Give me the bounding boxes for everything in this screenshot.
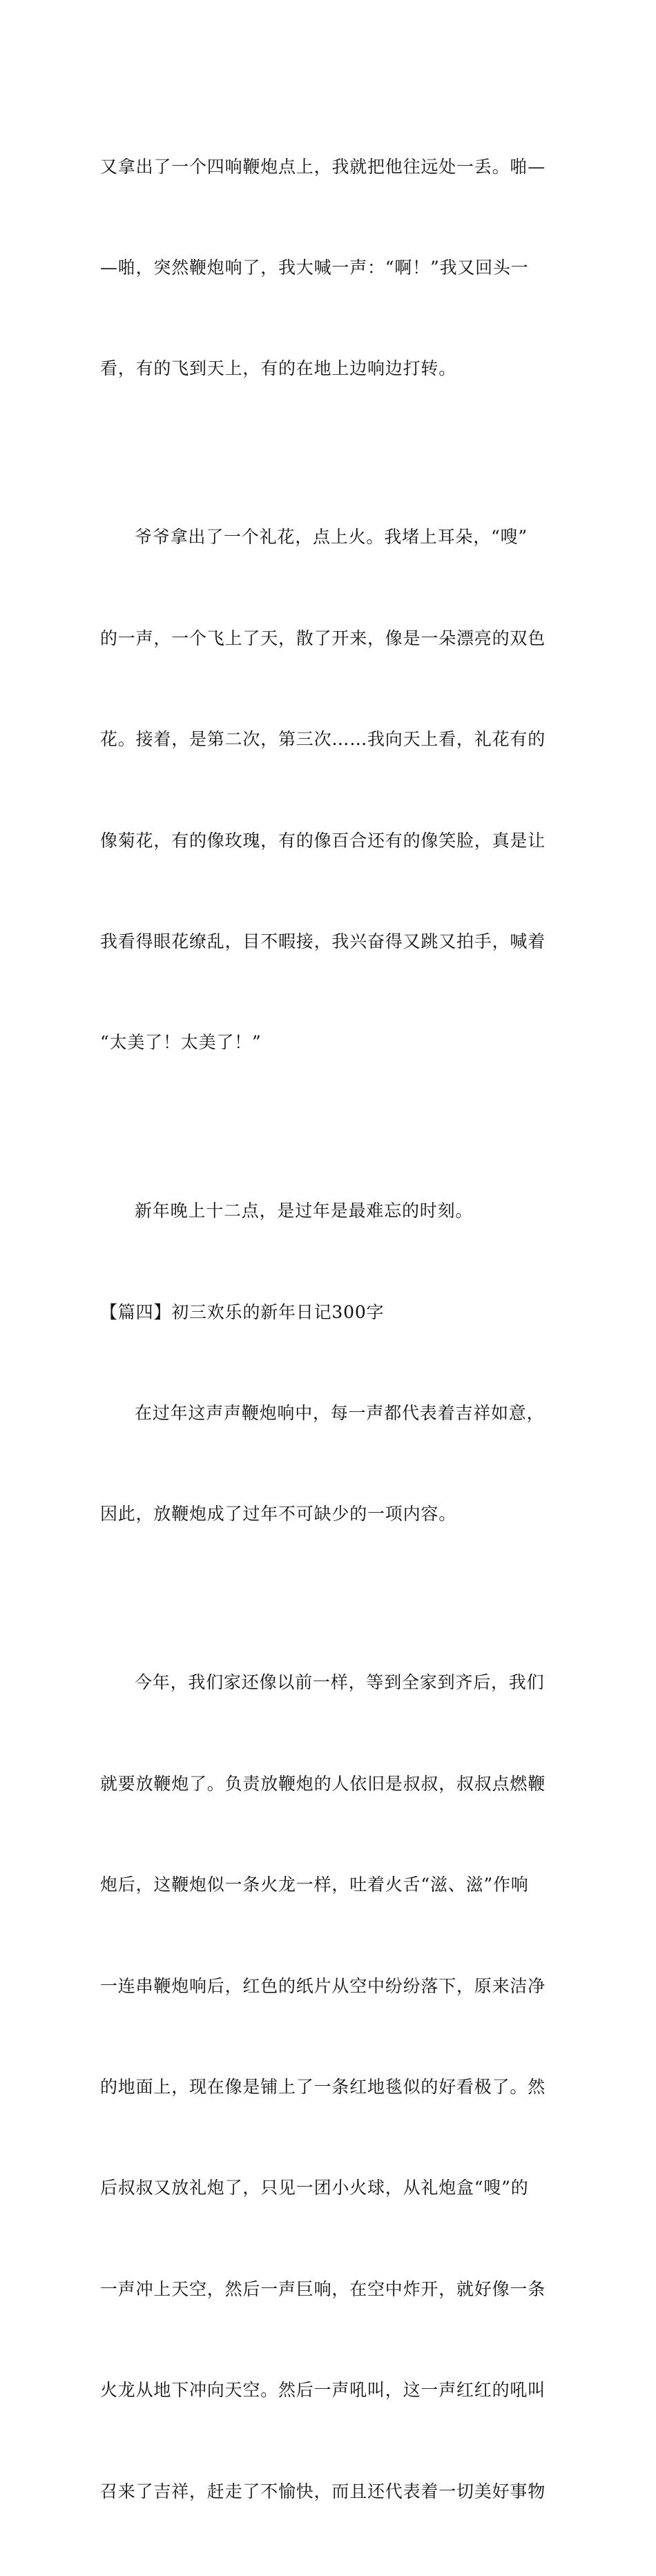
paragraph-firecracker-throw — [100, 83, 557, 454]
text-line: 一连串鞭炮响后，红色的纸片从空中纷纷落下，原来洁净 — [100, 1975, 546, 1996]
text-line: 今年，我们家还像以前一样，等到全家到齐后，我们 — [135, 1672, 545, 1693]
text-line: 又拿出了一个四响鞭炮点上，我就把他往远处一丢。啪— — [100, 156, 546, 177]
text-line: 的一声，一个飞上了天，散了开来，像是一朵漂亮的双色 — [100, 628, 546, 648]
text-line: 在过年这声声鞭炮响中，每一声都代表着吉祥如意， — [135, 1403, 545, 1424]
text-line: “太美了！太美了！” — [100, 1032, 262, 1053]
text-line: 的地面上，现在像是铺上了一条红地毯似的好看极了。然 — [100, 2077, 546, 2098]
text-line: 就要放鞭炮了。负责放鞭炮的人依旧是叔叔，叔叔点燃鞭 — [100, 1773, 546, 1794]
paragraph-firecracker-meaning — [100, 1329, 557, 1598]
document-body — [100, 83, 557, 2576]
paragraph-family-firecrackers — [100, 1599, 557, 2576]
text-line: 看，有的飞到天上，有的在地上边响边打转。 — [100, 358, 457, 379]
text-line: 我看得眼花缭乱，目不暇接，我兴奋得又跳又拍手，喊着 — [100, 931, 546, 951]
text-line: 一声冲上天空，然后一声巨响，在空中炸开，就好像一条 — [100, 2278, 546, 2299]
text-line: 炮后，这鞭炮似一条火龙一样，吐着火舌“滋、滋”作响 — [100, 1875, 529, 1895]
text-line: 花。接着，是第二次，第三次……我向天上看，礼花有的 — [100, 729, 546, 750]
section-heading: 【篇四】初三欢乐的新年日记300字 — [100, 1301, 385, 1322]
paragraph-fireworks — [100, 454, 557, 1127]
text-line: 像菊花，有的像玫瑰，有的像百合还有的像笑脸，真是让 — [100, 830, 546, 851]
text-line: 后叔叔又放礼炮了，只见一团小火球，从礼炮盒“嗖”的 — [100, 2178, 529, 2198]
text-line: 因此，放鞭炮成了过年不可缺少的一项内容。 — [100, 1504, 457, 1524]
text-line: 火龙从地下冲向天空。然后一声吼叫，这一声红红的吼叫 — [100, 2380, 546, 2401]
text-line: 召来了吉祥，赶走了不愉快，而且还代表着一切美好事物 — [100, 2481, 546, 2501]
text-line: 爷爷拿出了一个礼花，点上火。我堵上耳朵，“嗖” — [135, 527, 528, 548]
paragraph-midnight — [100, 1127, 557, 1296]
text-line: 新年晚上十二点，是过年是最难忘的时刻。 — [135, 1201, 474, 1221]
text-line: —啪，突然鞭炮响了，我大喊一声：“啊！”我又回头一 — [100, 257, 529, 278]
